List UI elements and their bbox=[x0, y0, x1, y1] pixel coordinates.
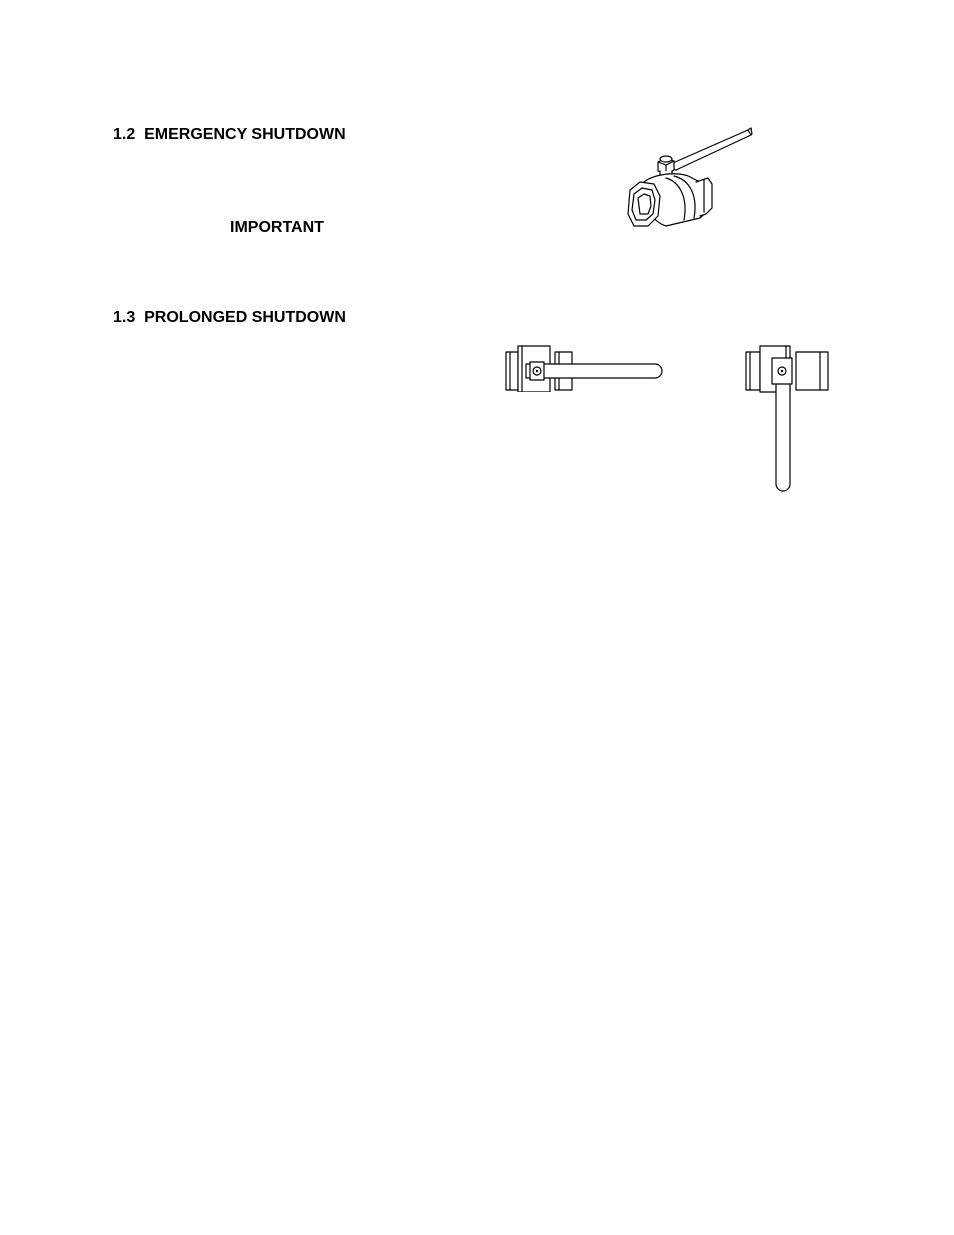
ball-valve-open-icon bbox=[500, 342, 670, 392]
ball-valve-isometric-icon bbox=[620, 126, 760, 234]
important-label: IMPORTANT bbox=[230, 219, 324, 236]
section-heading-emergency-shutdown: 1.2 EMERGENCY SHUTDOWN bbox=[113, 126, 346, 143]
ball-valve-open-figure bbox=[500, 342, 670, 392]
ball-valve-isometric-figure bbox=[620, 126, 760, 234]
ball-valve-closed-figure bbox=[740, 342, 836, 496]
ball-valve-closed-icon bbox=[740, 342, 836, 496]
section-heading-prolonged-shutdown: 1.3 PROLONGED SHUTDOWN bbox=[113, 309, 346, 326]
